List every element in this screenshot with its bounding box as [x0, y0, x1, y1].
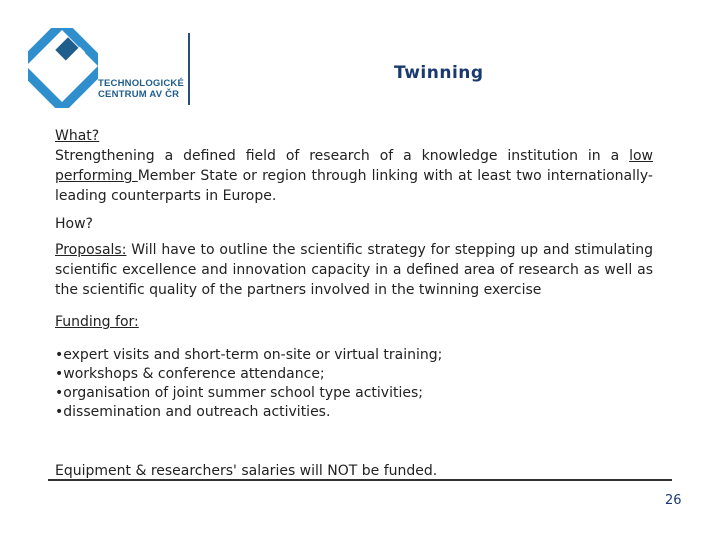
what-text-underlined: low performing	[55, 148, 653, 184]
logo-divider	[188, 33, 190, 105]
list-item: •organisation of joint summer school type activities;	[55, 385, 423, 401]
tc-logo	[28, 28, 184, 108]
what-paragraph	[55, 146, 653, 206]
logo-line-2: CENTRUM AV ČR	[98, 89, 180, 100]
funding-list	[55, 346, 653, 422]
equipment-note: Equipment & researchers' salaries will NOT be funded.	[55, 463, 438, 479]
what-heading: What?	[55, 128, 100, 144]
tc-logo-icon	[28, 28, 98, 108]
what-text-1: Strengthening a defined field of research of a knowledge institution in a	[55, 148, 630, 164]
what-text-2: Member State or region through linking with at least two internationally-leading counterparts in Europe.	[55, 168, 653, 204]
proposals-text: Will have to outline the scientific strategy for stepping up and stimulating scientific excellence and innovation capacity in a defined area of research as well as the scientific quality of the partners involved in the twinning exercise	[55, 242, 653, 298]
page-number: 26	[665, 493, 682, 508]
list-item: •expert visits and short-term on-site or virtual training;	[55, 347, 443, 363]
proposals-label: Proposals:	[55, 242, 127, 258]
slide-content	[55, 126, 653, 422]
proposals-paragraph	[55, 240, 653, 300]
list-item: •dissemination and outreach activities.	[55, 404, 331, 420]
logo-line-1: TECHNOLOGICKÉ	[98, 78, 184, 89]
funding-label: Funding for:	[55, 314, 139, 330]
footer-rule	[48, 479, 672, 481]
how-heading: How?	[55, 216, 93, 232]
list-item: •workshops & conference attendance;	[55, 366, 325, 382]
slide-title: Twinning	[394, 63, 484, 83]
